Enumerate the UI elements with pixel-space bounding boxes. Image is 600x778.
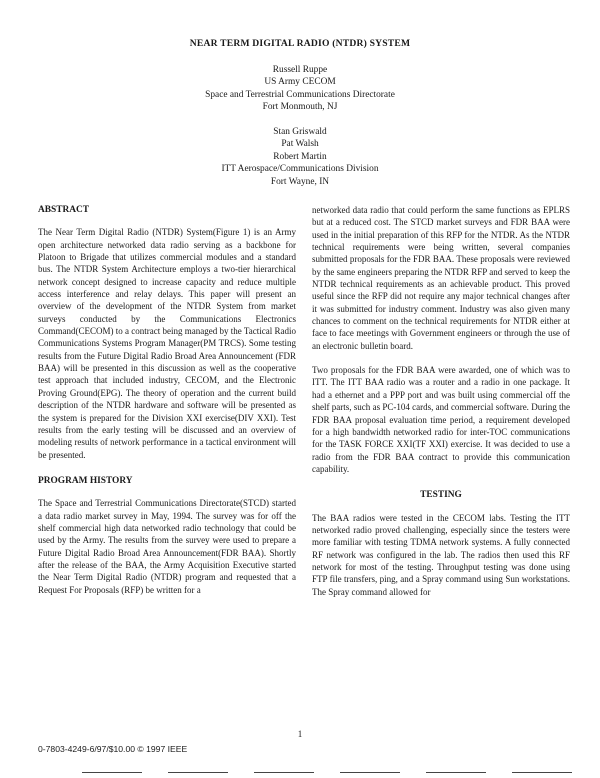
program-history-paragraph: The Space and Terrestrial Communications Directorate(STCD) started a data radio market survey in May, 1994. The survey was for off the shelf commercial high data networked radio technology that could be used by the Army. The results from the survey were used to prepare a Future Digital Radio Broad Area Announcement(FDR BAA). Shortly after the release of the BAA, the Army Acquisition Executive started the Near Term Digital Radio (NTDR) program and requested that a Request For Proposals (RFP) be written for a xyxy=(38,498,296,595)
author-name: Pat Walsh xyxy=(281,139,319,150)
author-location: Fort Wayne, IN xyxy=(270,176,330,187)
page-number: 1 xyxy=(297,729,303,739)
author-organization: ITT Aerospace/Communications Division xyxy=(221,164,379,175)
author-block-cecom xyxy=(0,64,600,114)
history-continued-paragraph: networked data radio that could perform the same functions as EPLRS but at a reduced cost. The STCD market surveys and FDR BAA were used in the initial preparation of this RFP for the NTDR. As the NTDR technical requirements were being written, several companies submitted proposals for the FDR BAA. These proposals were reviewed by the same engineers preparing the NTDR RFP and served to keep the NTDR technical requirements as an achievable product. This proved useful since the RFP did not require any major technical changes after it was submitted for industry comment. Industry was also given many chances to comment on the technical requirements for NTDR either at face to face meetings with Government engineers or through the use of an electronic bulletin board. xyxy=(312,205,570,351)
testing-paragraph: The BAA radios were tested in the CECOM labs. Testing the ITT networked radio proved challenging, especially since the testers were more familiar with testing TDMA network systems. A fully connected RF network was configured in the lab. The radios then used this RF network for most of the testing. Throughput testing was done using FTP file transfers, ping, and a Spray command using Sun workstations. The Spray command allowed for xyxy=(312,512,570,597)
author-name: Robert Martin xyxy=(273,151,327,162)
footer-rule xyxy=(426,772,486,773)
abstract-paragraph: The Near Term Digital Radio (NTDR) System(Figure 1) is an Army open architecture networked data radio serving as a backbone for Platoon to Brigade that utilizes commercial modules and a standard bus. The NTDR System Architecture employs a two-tier hierarchical network concept designed to increase capacity and reduce multiple access interference and relay delays. This paper will present an overview of the development of the NTDR System from market surveys conducted by the Communications Electronics Command(CECOM) to a contract being managed by the Tactical Radio Communications Systems Program Manager(PM TRCS). Some testing results from the Future Digital Radio Broad Area Announcement (FDR BAA) will be presented in this discussion as well as the cooperative test approach that included industry, CECOM, and the Electronic Proving Ground(EPG). The theory of operation and the current build description of the NTDR hardware and software will be presented as the system is prepared for the Division XXI exercise(DIV XXI). Test results from the early testing will be discussed and an overview of modeling results of network performance in a tactical environment will be presented. xyxy=(38,227,296,460)
paper-title: NEAR TERM DIGITAL RADIO (NTDR) SYSTEM xyxy=(189,38,411,49)
author-name: Russell Ruppe xyxy=(272,65,328,75)
right-column xyxy=(312,204,570,598)
author-location: Fort Monmouth, NJ xyxy=(262,102,338,113)
author-organization: US Army CECOM xyxy=(264,77,336,88)
left-column xyxy=(38,204,296,596)
program-history-heading: PROGRAM HISTORY xyxy=(38,475,133,486)
author-block-itt xyxy=(0,126,600,188)
footer-rule xyxy=(340,772,400,773)
footer-rule xyxy=(168,772,228,773)
footer-rule xyxy=(254,772,314,773)
copyright-footer: 0-7803-4249-6/97/$10.00 © 1997 IEEE xyxy=(38,744,188,754)
footer-rule xyxy=(512,772,572,773)
baa-awards-paragraph: Two proposals for the FDR BAA were awarded, one of which was to ITT. The ITT BAA radio was a router and a radio in one package. It had a ethernet and a PPP port and was built using commercial off the shelf parts, such as PC-104 cards, and commercial software. During the FDR BAA proposal evaluation time period, a requirement developed for a high bandwidth networked radio for inter-TOC communications for the TASK FORCE XXI(TF XXI) exercise. It was decided to use a radio from the FDR BAA contract to provide this communication capability. xyxy=(312,365,570,474)
author-directorate: Space and Terrestrial Communications Directorate xyxy=(205,89,395,100)
footer-rule xyxy=(82,772,142,773)
abstract-heading: ABSTRACT xyxy=(38,205,90,215)
author-name: Stan Griswald xyxy=(273,127,327,137)
testing-heading: TESTING xyxy=(420,490,462,501)
